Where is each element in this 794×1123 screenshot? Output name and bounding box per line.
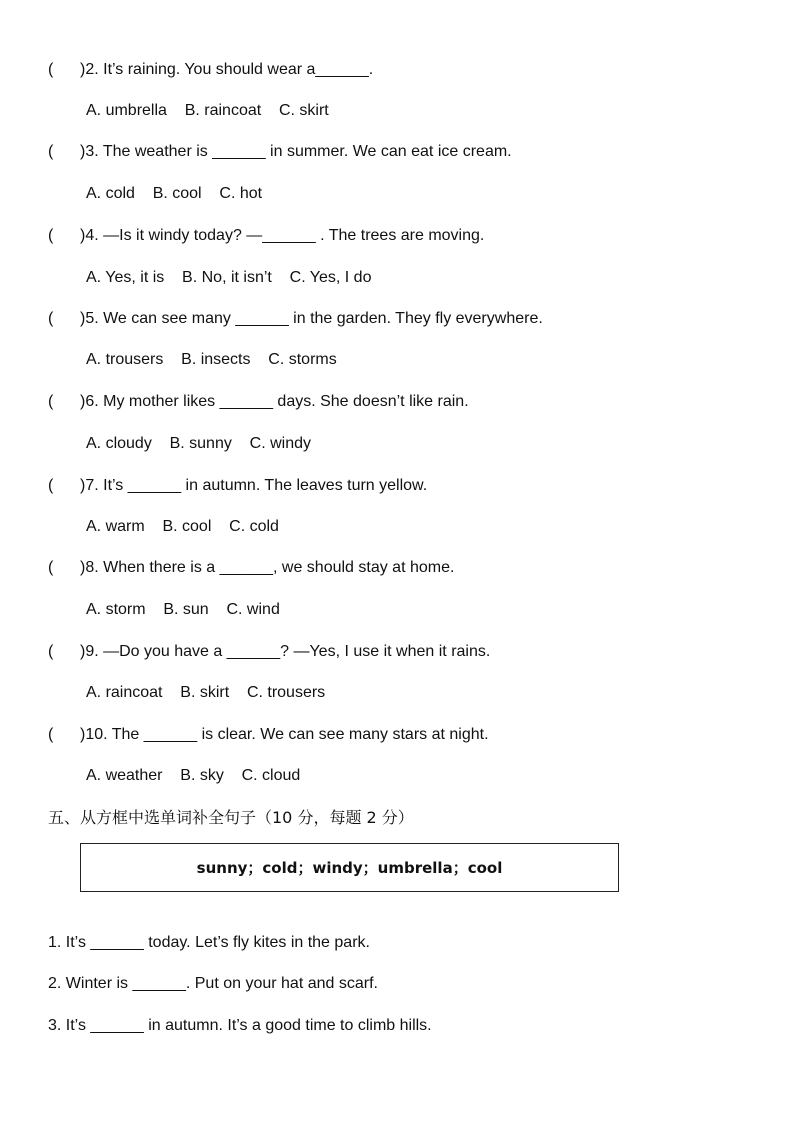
question-options: A. Yes, it is B. No, it isn’t C. Yes, I do — [86, 269, 372, 286]
question-options: A. warm B. cool C. cold — [86, 518, 279, 535]
question-options: A. weather B. sky C. cloud — [86, 767, 301, 784]
question-stem: ( )3. The weather is ______ in summer. We can eat ice cream. — [48, 143, 512, 160]
question-options: A. cloudy B. sunny C. windy — [86, 435, 311, 452]
question-stem: ( )10. The ______ is clear. We can see many stars at night. — [48, 726, 489, 743]
fill-in-sentence: 3. It’s ______ in autumn. It’s a good time to climb hills. — [48, 1017, 432, 1034]
question-stem: ( )6. My mother likes ______ days. She doesn’t like rain. — [48, 393, 469, 410]
word-box-words: sunny；cold；windy；umbrella；cool — [196, 859, 503, 877]
fill-in-sentence: 1. It’s ______ today. Let’s fly kites in the park. — [48, 934, 370, 951]
question-stem: ( )2. It’s raining. You should wear a______. — [48, 61, 374, 78]
question-options: A. cold B. cool C. hot — [86, 185, 263, 202]
question-options: A. storm B. sun C. wind — [86, 601, 280, 618]
question-stem: ( )5. We can see many ______ in the garden. They fly everywhere. — [48, 310, 543, 327]
question-options: A. umbrella B. raincoat C. skirt — [86, 102, 329, 119]
question-options: A. raincoat B. skirt C. trousers — [86, 684, 326, 701]
word-box — [80, 843, 619, 892]
question-stem: ( )9. —Do you have a ______? —Yes, I use it when it rains. — [48, 643, 491, 660]
question-stem: ( )4. —Is it windy today? —______ . The trees are moving. — [48, 227, 485, 244]
fill-in-sentence: 2. Winter is ______. Put on your hat and scarf. — [48, 975, 378, 992]
question-options: A. trousers B. insects C. storms — [86, 351, 337, 368]
question-stem: ( )8. When there is a ______, we should stay at home. — [48, 559, 455, 576]
section-heading: 五、从方框中选单词补全句子（10 分，每题 2 分） — [48, 808, 414, 827]
question-stem: ( )7. It’s ______ in autumn. The leaves turn yellow. — [48, 477, 428, 494]
